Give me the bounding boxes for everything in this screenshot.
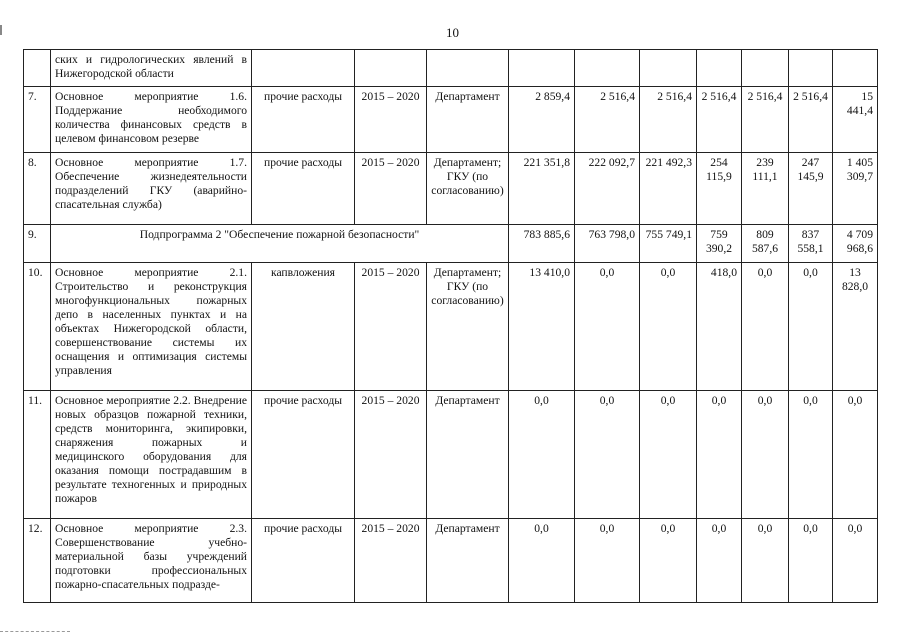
executor <box>427 50 509 87</box>
value-2016: 0,0 <box>575 519 640 603</box>
expense-type: прочие расходы <box>252 391 355 519</box>
value-2019: 239 111,1 <box>742 153 789 225</box>
value-2016: 2 516,4 <box>575 87 640 153</box>
value-2017: 221 492,3 <box>640 153 697 225</box>
value-2017: 0,0 <box>640 263 697 391</box>
table-row <box>24 391 878 519</box>
value-2020: 2 516,4 <box>789 87 833 153</box>
period: 2015 – 2020 <box>355 153 427 225</box>
value-2020: 247 145,9 <box>789 153 833 225</box>
executor: Департамент; ГКУ (по согласованию) <box>427 153 509 225</box>
value-2018: 0,0 <box>697 391 742 519</box>
value-2015: 2 859,4 <box>509 87 575 153</box>
value-2017: 0,0 <box>640 519 697 603</box>
footer-divider <box>0 631 70 632</box>
value-2018: 254 115,9 <box>697 153 742 225</box>
period <box>355 50 427 87</box>
value-total: 4 709 968,6 <box>833 225 878 263</box>
value-2016 <box>575 50 640 87</box>
value-2015: 783 885,6 <box>509 225 575 263</box>
measure-name: Основное мероприятие 2.2. Внедрение новых образцов пожарной техники, средств мониторинга, экипировки, снаряжения пожарных и медицинского оборудования для оказания помощи пострадавшим в результате техногенных и природных пожаров <box>51 391 252 519</box>
period: 2015 – 2020 <box>355 519 427 603</box>
value-2019 <box>742 50 789 87</box>
value-2015: 0,0 <box>509 519 575 603</box>
value-total: 0,0 <box>833 519 878 603</box>
period: 2015 – 2020 <box>355 391 427 519</box>
subprogram-title: Подпрограмма 2 "Обеспечение пожарной безопасности" <box>51 225 509 263</box>
value-2017: 0,0 <box>640 391 697 519</box>
value-2018: 2 516,4 <box>697 87 742 153</box>
row-number <box>24 50 51 87</box>
value-total: 15 441,4 <box>833 87 878 153</box>
table-row <box>24 50 878 87</box>
measure-name: ских и гидрологических явлений в Нижегородской области <box>51 50 252 87</box>
value-2015 <box>509 50 575 87</box>
value-2016: 0,0 <box>575 263 640 391</box>
table-row <box>24 519 878 603</box>
measure-name: Основное мероприятие 2.1. Строительство и реконструкция многофункциональных пожарных депо в населенных пунктах и на объектах Нижегородской области, совершенствование системы их оснащения и оптимизация системы управления <box>51 263 252 391</box>
row-number: 8. <box>24 153 51 225</box>
row-number: 9. <box>24 225 51 263</box>
measure-name: Основное мероприятие 2.3. Совершенствование учебно-материальной базы учреждений подготовки профессиональных пожарно-спасательных подразде- <box>51 519 252 603</box>
row-number: 10. <box>24 263 51 391</box>
value-2020: 837 558,1 <box>789 225 833 263</box>
executor: Департамент <box>427 391 509 519</box>
period: 2015 – 2020 <box>355 263 427 391</box>
value-2017 <box>640 50 697 87</box>
value-2016: 763 798,0 <box>575 225 640 263</box>
period: 2015 – 2020 <box>355 87 427 153</box>
value-2017: 755 749,1 <box>640 225 697 263</box>
value-2019: 809 587,6 <box>742 225 789 263</box>
value-2019: 0,0 <box>742 263 789 391</box>
value-2018 <box>697 50 742 87</box>
executor: Департамент; ГКУ (по согласованию) <box>427 263 509 391</box>
value-2020 <box>789 50 833 87</box>
row-number: 7. <box>24 87 51 153</box>
measure-name: Основное мероприятие 1.7. Обеспечение жизнедеятельности подразделений ГКУ (аварийно-спасательная служба) <box>51 153 252 225</box>
executor: Департамент <box>427 87 509 153</box>
value-2019: 0,0 <box>742 519 789 603</box>
expense-type: прочие расходы <box>252 153 355 225</box>
row-number: 11. <box>24 391 51 519</box>
value-total <box>833 50 878 87</box>
value-2016: 222 092,7 <box>575 153 640 225</box>
executor: Департамент <box>427 519 509 603</box>
value-total: 0,0 <box>833 391 878 519</box>
expense-type: прочие расходы <box>252 87 355 153</box>
value-2017: 2 516,4 <box>640 87 697 153</box>
value-2019: 2 516,4 <box>742 87 789 153</box>
value-2018: 0,0 <box>697 519 742 603</box>
value-2015: 0,0 <box>509 391 575 519</box>
value-2020: 0,0 <box>789 519 833 603</box>
value-2020: 0,0 <box>789 391 833 519</box>
value-2015: 221 351,8 <box>509 153 575 225</box>
measure-name: Основное мероприятие 1.6. Поддержание необходимого количества финансовых средств в целевом финансовом резерве <box>51 87 252 153</box>
value-2016: 0,0 <box>575 391 640 519</box>
table-row-subprogram <box>24 225 878 263</box>
expense-type <box>252 50 355 87</box>
page-number: 10 <box>446 25 459 40</box>
row-number: 12. <box>24 519 51 603</box>
expense-type: капвложения <box>252 263 355 391</box>
value-2019: 0,0 <box>742 391 789 519</box>
table-row <box>24 153 878 225</box>
value-2020: 0,0 <box>789 263 833 391</box>
expense-type: прочие расходы <box>252 519 355 603</box>
table-row <box>24 263 878 391</box>
value-2018: 759 390,2 <box>697 225 742 263</box>
value-2015: 13 410,0 <box>509 263 575 391</box>
table-row <box>24 87 878 153</box>
value-2018: 418,0 <box>697 263 742 391</box>
budget-table <box>23 49 878 603</box>
value-total: 1 405 309,7 <box>833 153 878 225</box>
value-total: 13 828,0 <box>833 263 878 391</box>
